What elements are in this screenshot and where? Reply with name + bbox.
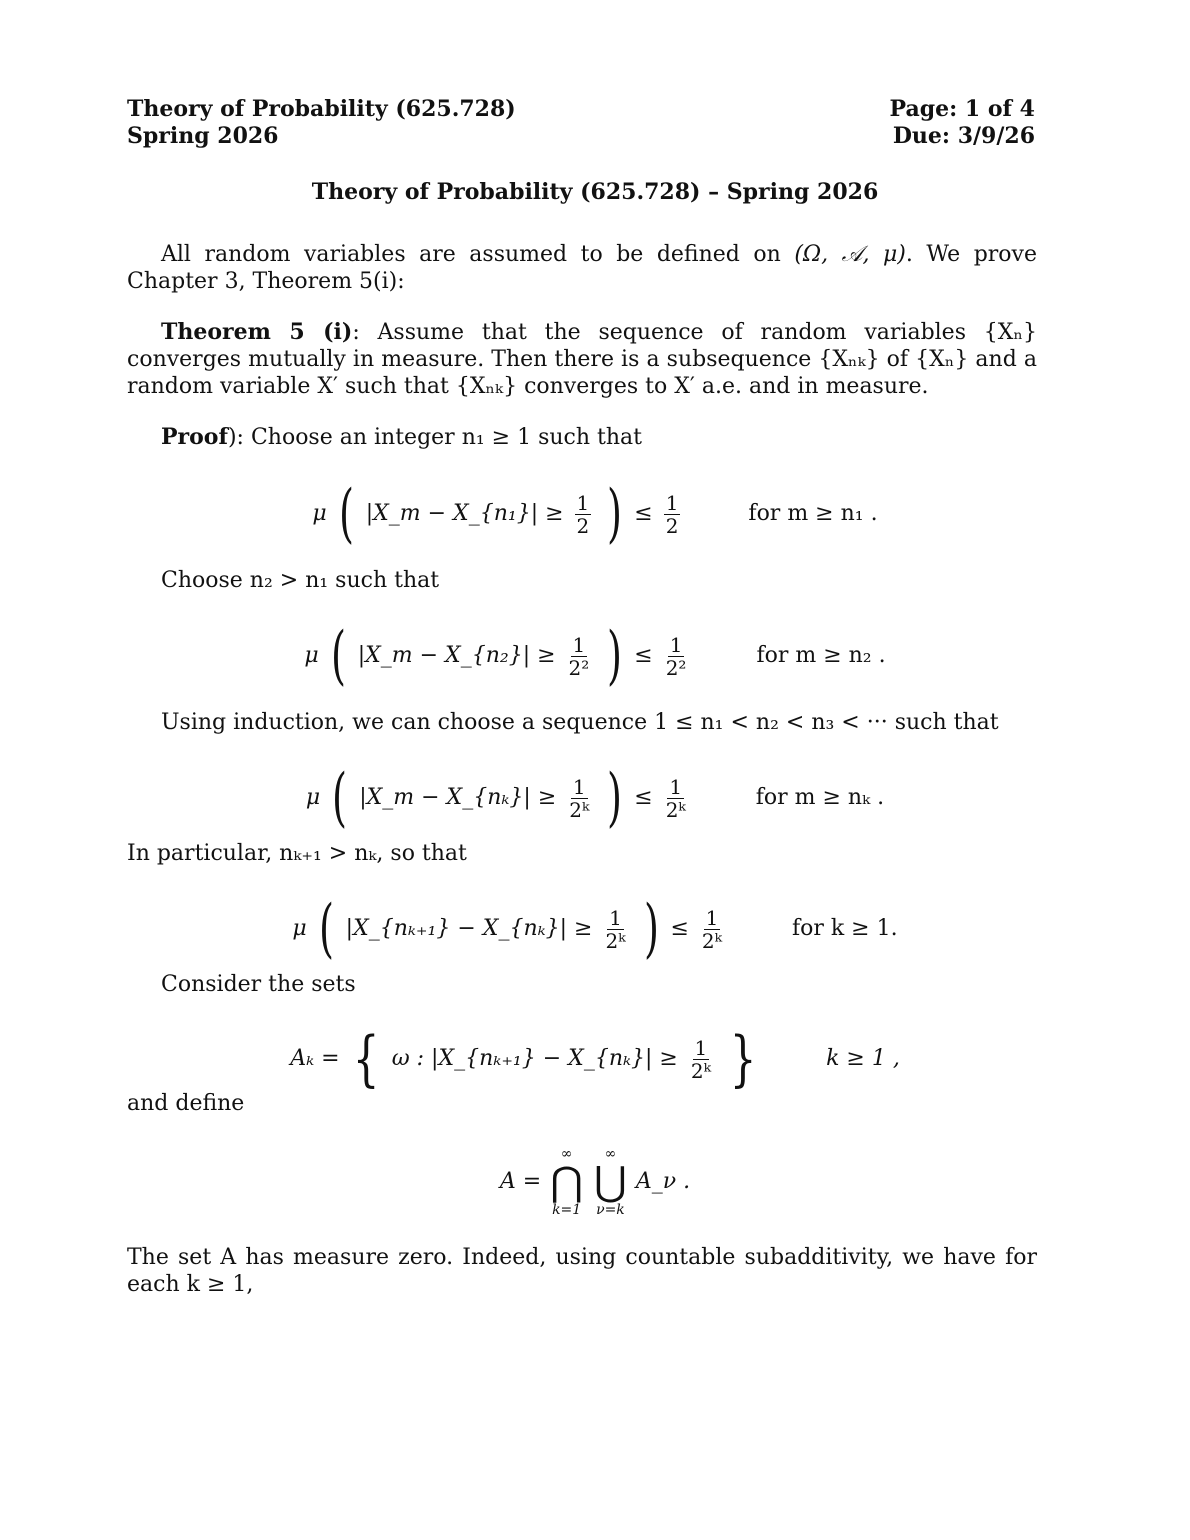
step-5: Consider the sets xyxy=(161,972,356,997)
eq2-rden: 2² xyxy=(665,655,687,680)
eq1-rnum: 1 xyxy=(665,490,679,515)
eq2-close-paren: ) xyxy=(607,619,623,693)
eq3-close-paren: ) xyxy=(607,761,623,835)
cap-upper-limit: ∞ xyxy=(560,1146,573,1162)
intro-text-1: All random variables are assumed to be defined on xyxy=(161,242,781,267)
eq4-rfrac xyxy=(700,907,724,952)
equation-6 xyxy=(0,1146,1190,1218)
eq1-rden: 2 xyxy=(665,513,679,538)
theorem-paragraph xyxy=(127,319,1037,400)
eq4-rden: 2ᵏ xyxy=(701,928,722,953)
eq2-rel: ≤ xyxy=(634,643,653,668)
eq1-open-paren: ( xyxy=(338,477,354,551)
eq1-lhs: μ xyxy=(312,501,327,526)
eq3-rel: ≤ xyxy=(634,785,653,810)
eq2-cond: for m ≥ n₂ . xyxy=(756,643,886,668)
eq3-rnum: 1 xyxy=(669,774,683,799)
equation-3 xyxy=(0,761,1190,835)
intro-paragraph xyxy=(127,241,1037,295)
theorem-text: : Assume that the sequence of random variables {Xₙ} converges mutually in measure. Then there is a subsequence {Xₙₖ} of {Xₙ} and a random variable X′ such that {Xₙₖ} converges to X′ a.e. and in measure. xyxy=(127,320,1037,399)
step-6: and define xyxy=(127,1091,245,1116)
eq2-open-paren: ( xyxy=(330,619,346,693)
eq4-frac xyxy=(603,907,627,952)
header-left xyxy=(127,96,516,150)
eq3-lhs: μ xyxy=(305,785,321,810)
step-3: Using induction, we can choose a sequence 1 ≤ n₁ < n₂ < n₃ < ··· such that xyxy=(161,710,999,735)
theorem-label: Theorem 5 (i) xyxy=(161,319,353,345)
eq1-rfrac xyxy=(664,492,681,537)
intersection-symbol: ⋂ xyxy=(550,1159,584,1205)
eq1-body: |X_m − X_{n₁}| ≥ xyxy=(365,501,564,526)
union-operator xyxy=(594,1146,627,1218)
equation-1 xyxy=(0,477,1190,551)
step-4: In particular, nₖ₊₁ > nₖ, so that xyxy=(127,841,467,866)
eq5-lhs: Aₖ = xyxy=(290,1046,340,1071)
eq2-num: 1 xyxy=(572,632,586,657)
eq3-open-paren: ( xyxy=(332,761,348,835)
eq4-rel: ≤ xyxy=(670,916,689,941)
eq6-lhs: A = xyxy=(499,1169,542,1194)
eq3-frac xyxy=(567,776,591,821)
eq5-num: 1 xyxy=(694,1035,708,1060)
eq5-frac xyxy=(689,1037,713,1082)
eq1-cond: for m ≥ n₁ . xyxy=(748,501,878,526)
eq4-lhs: μ xyxy=(292,916,307,941)
equation-5 xyxy=(0,1024,1190,1094)
eq2-rfrac xyxy=(664,634,689,679)
eq1-num: 1 xyxy=(576,490,590,515)
probability-space: (Ω, 𝒜, μ) xyxy=(794,242,906,267)
eq5-body: ω : |X_{nₖ₊₁} − X_{nₖ}| ≥ xyxy=(391,1046,678,1071)
proof-label: Proof xyxy=(161,424,228,450)
eq2-rnum: 1 xyxy=(669,632,683,657)
proof-text: ): Choose an integer n₁ ≥ 1 such that xyxy=(227,425,642,450)
eq4-rnum: 1 xyxy=(705,905,719,930)
equation-4 xyxy=(0,892,1190,966)
document-title: Theory of Probability (625.728) – Spring 2026 xyxy=(311,179,879,205)
eq3-den: 2ᵏ xyxy=(569,797,590,822)
eq5-close-brace: } xyxy=(729,1024,757,1094)
eq1-frac xyxy=(575,492,592,537)
cup-lower-limit: ν=k xyxy=(596,1202,625,1218)
eq3-rden: 2ᵏ xyxy=(665,797,686,822)
eq3-num: 1 xyxy=(572,774,586,799)
eq3-rfrac xyxy=(664,776,688,821)
closing-paragraph: The set A has measure zero. Indeed, using countable subadditivity, we have for each k ≥ 1, xyxy=(127,1245,1037,1297)
page-line: Page: 1 of 4 xyxy=(889,96,1035,122)
eq1-rel: ≤ xyxy=(634,501,653,526)
cap-lower-limit: k=1 xyxy=(552,1202,582,1218)
header-right xyxy=(890,96,1035,150)
eq2-body: |X_m − X_{n₂}| ≥ xyxy=(357,643,556,668)
due-line: Due: 3/9/26 xyxy=(892,123,1035,149)
intersection-operator xyxy=(550,1146,583,1218)
eq5-cond: k ≥ 1 , xyxy=(826,1046,900,1071)
eq1-den: 2 xyxy=(576,513,590,538)
eq4-den: 2ᵏ xyxy=(605,928,626,953)
eq4-body: |X_{nₖ₊₁} − X_{nₖ}| ≥ xyxy=(345,916,593,941)
step-2: Choose n₂ > n₁ such that xyxy=(161,568,440,593)
eq5-den: 2ᵏ xyxy=(690,1058,711,1083)
eq3-body: |X_m − X_{nₖ}| ≥ xyxy=(359,785,557,810)
eq4-num: 1 xyxy=(609,905,622,930)
eq4-close-paren: ) xyxy=(643,892,659,966)
eq4-cond: for k ≥ 1. xyxy=(791,916,898,941)
eq6-rhs: A_ν . xyxy=(635,1169,691,1194)
union-symbol: ⋃ xyxy=(594,1159,627,1205)
eq2-frac xyxy=(567,634,592,679)
eq4-open-paren: ( xyxy=(318,892,334,966)
proof-paragraph xyxy=(127,424,1037,451)
cup-upper-limit: ∞ xyxy=(604,1146,617,1162)
term-line: Spring 2026 xyxy=(127,123,279,149)
intro-text-2: . We prove Chapter 3, Theorem 5(i): xyxy=(127,242,1037,294)
eq3-cond: for m ≥ nₖ . xyxy=(755,785,885,810)
eq1-close-paren: ) xyxy=(607,477,623,551)
eq2-lhs: μ xyxy=(304,643,319,668)
equation-2 xyxy=(0,619,1190,693)
course-line: Theory of Probability (625.728) xyxy=(127,96,516,122)
eq2-den: 2² xyxy=(568,655,590,680)
eq5-open-brace: { xyxy=(352,1024,379,1094)
